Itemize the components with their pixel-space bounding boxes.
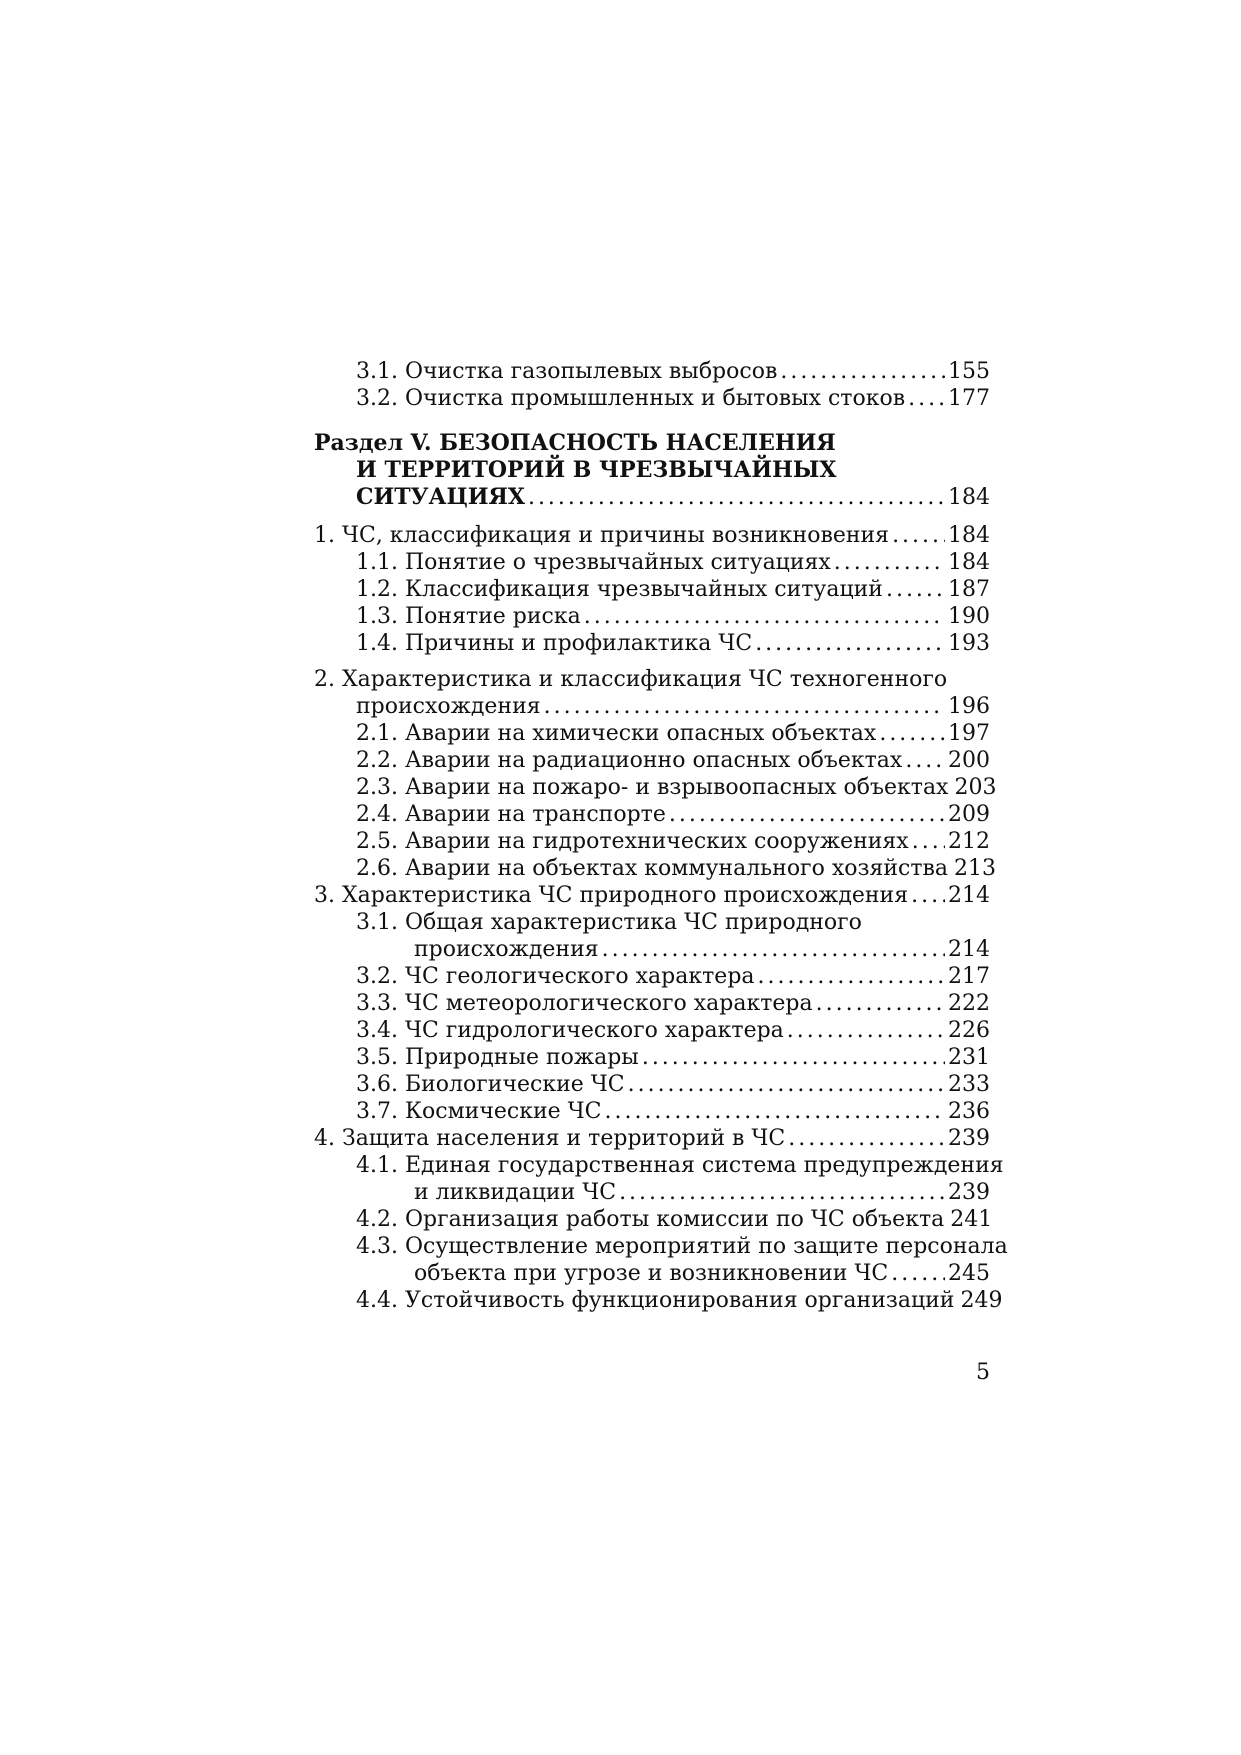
- toc-entry-page: 187: [948, 577, 990, 602]
- toc-entry[interactable]: [314, 1098, 990, 1125]
- toc-entry[interactable]: [314, 1044, 990, 1071]
- toc-entry-title: 2.2. Аварии на радиационно опасных объектах: [356, 748, 903, 773]
- toc-entry-title: 2.3. Аварии на пожаро- и взрывоопасных объектах: [356, 775, 949, 800]
- toc-entry-page: 197: [948, 721, 990, 746]
- dot-leader: [602, 936, 945, 963]
- toc-entry-title: 2.5. Аварии на гидротехнических сооружениях: [356, 829, 909, 854]
- toc-entry-title: 4.4. Устойчивость функционирования организаций: [356, 1288, 955, 1313]
- toc-entry[interactable]: [314, 747, 990, 774]
- toc-entry-title: объекта при угрозе и возникновении ЧС: [414, 1261, 889, 1286]
- toc-entry-title: 3.5. Природные пожары: [356, 1045, 639, 1070]
- toc-entry[interactable]: [314, 963, 990, 990]
- toc-entry[interactable]: [314, 358, 990, 385]
- toc-entry-title: 1.1. Понятие о чрезвычайных ситуациях: [356, 550, 831, 575]
- toc-entry-page: 203: [954, 775, 997, 800]
- toc-entry-title: 2.6. Аварии на объектах коммунального хозяйства: [356, 856, 949, 881]
- toc-chapter-1[interactable]: [314, 522, 990, 549]
- section-heading-last-line: [314, 484, 990, 511]
- dot-leader: [908, 385, 945, 412]
- section-heading-page: 184: [948, 485, 990, 510]
- toc-chapter-title: происхождения: [356, 694, 541, 719]
- toc-chapter-page: 184: [948, 523, 990, 548]
- toc-entry-title: 4.2. Организация работы комиссии по ЧС объекта: [356, 1207, 945, 1232]
- toc-entry-page: 249: [960, 1288, 1003, 1313]
- toc-entry-title-line[interactable]: 4.1. Единая государственная система предупреждения: [356, 1153, 1004, 1178]
- toc-entry-page: 190: [948, 604, 990, 629]
- dot-leader: [834, 549, 945, 576]
- page-number: 5: [976, 1360, 990, 1385]
- section-heading-line: И ТЕРРИТОРИЙ В ЧРЕЗВЫЧАЙНЫХ: [356, 457, 837, 483]
- toc-entry-page: 241: [950, 1207, 993, 1232]
- toc-entry-page: 217: [948, 964, 990, 989]
- toc-entry[interactable]: [314, 576, 990, 603]
- toc-entry-title: 2.4. Аварии на транспорте: [356, 802, 666, 827]
- toc-entry-page: 184: [948, 550, 990, 575]
- toc-entry[interactable]: [314, 603, 990, 630]
- toc-chapter-4[interactable]: [314, 1125, 990, 1152]
- dot-leader: [891, 1260, 945, 1287]
- toc-entry-page: 193: [948, 631, 990, 656]
- dot-leader: [886, 576, 945, 603]
- dot-leader: [755, 630, 945, 657]
- toc-entry-page: 233: [948, 1072, 990, 1097]
- toc-chapter-2[interactable]: [314, 693, 990, 720]
- toc-entry-page: 245: [948, 1261, 990, 1286]
- dot-leader: [642, 1044, 945, 1071]
- dot-leader: [628, 1071, 945, 1098]
- toc-entry-page: 212: [948, 829, 990, 854]
- dot-leader: [544, 693, 945, 720]
- toc-entry-page: 200: [948, 748, 990, 773]
- toc-chapter-page: 214: [948, 883, 990, 908]
- toc-entry[interactable]: [314, 720, 990, 747]
- toc-entry-page: 209: [948, 802, 990, 827]
- toc-entry[interactable]: [314, 1260, 990, 1287]
- toc-entry-page: 239: [948, 1180, 990, 1205]
- dot-leader: [911, 882, 945, 909]
- toc-chapter-page: 239: [948, 1126, 990, 1151]
- toc-entry[interactable]: [314, 1071, 990, 1098]
- toc-entry-title: 3.3. ЧС метеорологического характера: [356, 991, 813, 1016]
- toc-entry-page: 236: [948, 1099, 990, 1124]
- toc-chapter-title: 3. Характеристика ЧС природного происхождения: [314, 883, 909, 908]
- toc-entry-title: 1.4. Причины и профилактика ЧС: [356, 631, 753, 656]
- dot-leader: [912, 828, 945, 855]
- toc-entry[interactable]: [314, 549, 990, 576]
- toc-entry[interactable]: [314, 1017, 990, 1044]
- toc-entry-page: 226: [948, 1018, 990, 1043]
- toc-entry[interactable]: [314, 936, 990, 963]
- dot-leader: [605, 1098, 946, 1125]
- toc-entry[interactable]: [314, 990, 990, 1017]
- toc-entry[interactable]: [314, 1287, 1003, 1314]
- dot-leader: [619, 1179, 945, 1206]
- toc-entry[interactable]: [314, 1206, 993, 1233]
- section-heading-line: СИТУАЦИЯХ: [356, 484, 525, 510]
- dot-leader: [788, 1125, 945, 1152]
- toc-entry-title: и ликвидации ЧС: [414, 1180, 617, 1205]
- toc-entry[interactable]: [314, 385, 990, 412]
- toc-chapter-3[interactable]: [314, 882, 990, 909]
- toc-entry-title: 3.2. ЧС геологического характера: [356, 964, 755, 989]
- toc-entry-page: 177: [948, 386, 990, 411]
- toc-entry-page: 214: [948, 937, 990, 962]
- toc-entry[interactable]: [314, 630, 990, 657]
- section-heading-line: Раздел V. БЕЗОПАСНОСТЬ НАСЕЛЕНИЯ: [314, 430, 836, 456]
- toc-chapter-title: 1. ЧС, классификация и причины возникновения: [314, 523, 890, 548]
- toc-entry-page: 213: [954, 856, 997, 881]
- toc-entry[interactable]: [314, 1179, 990, 1206]
- toc-entry-title: 3.6. Биологические ЧС: [356, 1072, 625, 1097]
- toc-entry-title-line[interactable]: 3.1. Общая характеристика ЧС природного: [356, 910, 862, 935]
- toc-chapter-2-title-line[interactable]: 2. Характеристика и классификация ЧС техногенного: [314, 667, 948, 692]
- toc-entry-title: 3.1. Очистка газопылевых выбросов: [356, 359, 778, 384]
- toc-entry-title: 3.7. Космические ЧС: [356, 1099, 602, 1124]
- dot-leader: [879, 720, 945, 747]
- toc-entry-title: 3.2. Очистка промышленных и бытовых стоков: [356, 386, 906, 411]
- toc-entry-title: 1.2. Классификация чрезвычайных ситуаций: [356, 577, 883, 602]
- toc-entry-title-line[interactable]: 4.3. Осуществление мероприятий по защите персонала: [356, 1234, 1008, 1259]
- dot-leader: [669, 801, 945, 828]
- dot-leader: [780, 358, 945, 385]
- toc-entry-title: 3.4. ЧС гидрологического характера: [356, 1018, 784, 1043]
- toc-entry[interactable]: [314, 828, 990, 855]
- dot-leader: [892, 522, 945, 549]
- toc-entry-page: 155: [948, 359, 990, 384]
- dot-leader: [816, 990, 945, 1017]
- toc-entry[interactable]: [314, 855, 997, 882]
- toc-entry[interactable]: [314, 774, 997, 801]
- dot-leader: [528, 484, 945, 511]
- dot-leader: [905, 747, 945, 774]
- toc-entry-page: 231: [948, 1045, 990, 1070]
- toc-entry-title: 1.3. Понятие риска: [356, 604, 581, 629]
- toc-entry-title: происхождения: [414, 937, 599, 962]
- dot-leader: [584, 603, 945, 630]
- toc-entry-page: 222: [948, 991, 990, 1016]
- dot-leader: [758, 963, 945, 990]
- dot-leader: [787, 1017, 945, 1044]
- toc-entry-title: 2.1. Аварии на химически опасных объектах: [356, 721, 877, 746]
- section-heading[interactable]: [314, 430, 990, 511]
- toc-entry[interactable]: [314, 801, 990, 828]
- table-of-contents: [314, 358, 1008, 1314]
- toc-chapter-title: 4. Защита населения и территорий в ЧС: [314, 1126, 786, 1151]
- toc-chapter-page: 196: [948, 694, 990, 719]
